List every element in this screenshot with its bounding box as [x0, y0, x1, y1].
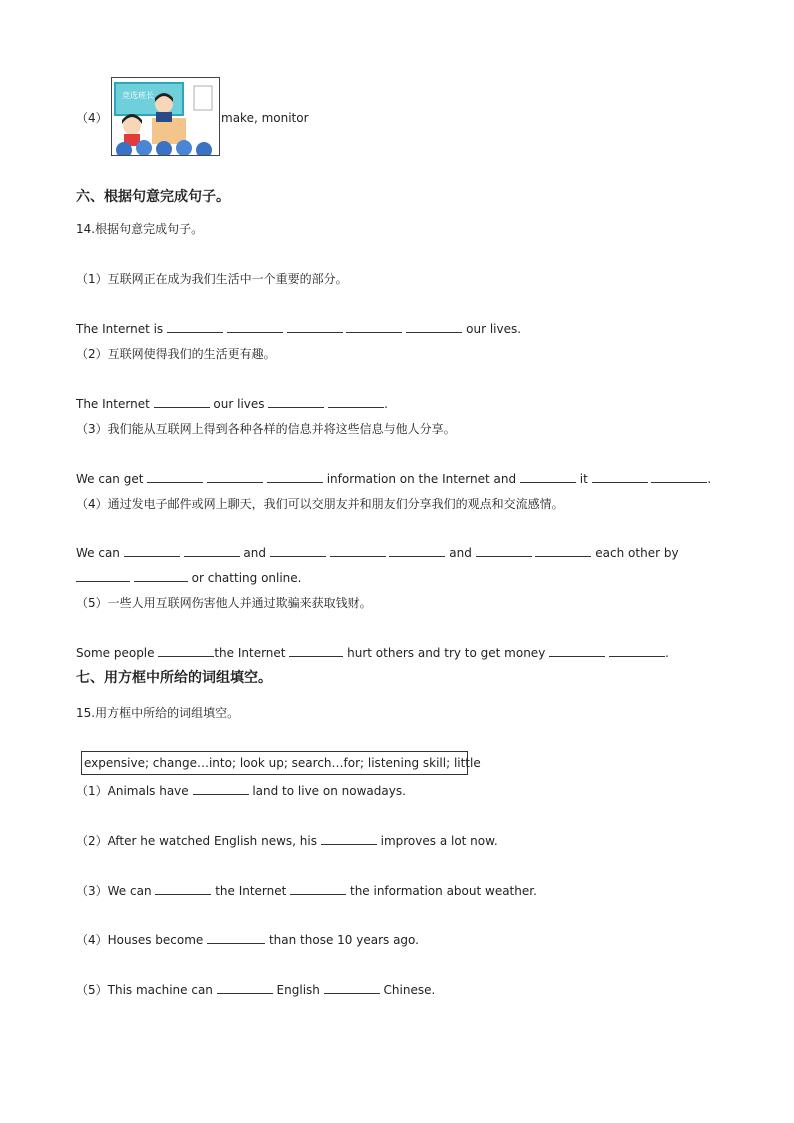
q14-item-1-en: The Internet is our lives.	[76, 322, 522, 336]
blank[interactable]	[217, 982, 273, 994]
blank[interactable]	[207, 932, 265, 944]
q14-item-4-en-line2: or chatting online.	[76, 570, 302, 586]
blank[interactable]	[592, 471, 648, 483]
blank[interactable]	[321, 833, 377, 845]
blank[interactable]	[330, 545, 386, 557]
q14-item-3-en: We can get information on the Internet and it .	[76, 472, 712, 486]
blank[interactable]	[227, 321, 283, 333]
q14-item-5-cn: （5）一些人用互联网伤害他人并通过欺骗来获取钱财。	[76, 596, 372, 610]
blank[interactable]	[520, 471, 576, 483]
election-picture	[111, 77, 220, 156]
q15-item-5: （5）This machine can English Chinese.	[76, 983, 436, 997]
blank[interactable]	[268, 396, 324, 408]
blank[interactable]	[549, 645, 605, 657]
blank[interactable]	[124, 545, 180, 557]
item-4-words: make, monitor	[221, 111, 309, 125]
blank[interactable]	[167, 321, 223, 333]
q14-item-4-en-line1: We can and and each other by	[76, 546, 679, 560]
blank[interactable]	[184, 545, 240, 557]
q15-item-1: （1）Animals have land to live on nowadays.	[76, 784, 406, 798]
blank[interactable]	[476, 545, 532, 557]
blank[interactable]	[535, 545, 591, 557]
section-7-title: 七、用方框中所给的词组填空。	[76, 670, 272, 686]
blank[interactable]	[328, 396, 384, 408]
election-illustration-icon	[112, 78, 219, 155]
blank[interactable]	[207, 471, 263, 483]
q15-item-4: （4）Houses become than those 10 years ago.	[76, 933, 419, 947]
q14-item-4-cn: （4）通过发电子邮件或网上聊天，我们可以交朋友并和朋友们分享我们的观点和交流感情。	[76, 497, 564, 511]
blank[interactable]	[406, 321, 462, 333]
blank[interactable]	[147, 471, 203, 483]
q14-item-2-en: The Internet our lives .	[76, 397, 388, 411]
blank[interactable]	[651, 471, 707, 483]
item-4-number: （4）	[76, 111, 108, 125]
blank[interactable]	[76, 570, 130, 582]
q15-item-2: （2）After he watched English news, his improves a lot now.	[76, 834, 498, 848]
board-text: 竞选班长	[122, 91, 154, 100]
blank[interactable]	[389, 545, 445, 557]
blank[interactable]	[158, 645, 214, 657]
blank[interactable]	[154, 396, 210, 408]
blank[interactable]	[609, 645, 665, 657]
q15-item-3: （3）We can the Internet the information about weather.	[76, 884, 537, 898]
blank[interactable]	[290, 883, 346, 895]
question-14: 14.根据句意完成句子。	[76, 222, 204, 236]
blank[interactable]	[346, 321, 402, 333]
blank[interactable]	[155, 883, 211, 895]
blank[interactable]	[134, 570, 188, 582]
blank[interactable]	[267, 471, 323, 483]
blank[interactable]	[324, 982, 380, 994]
blank[interactable]	[270, 545, 326, 557]
blank[interactable]	[289, 645, 343, 657]
question-15: 15.用方框中所给的词组填空。	[76, 706, 240, 720]
q14-item-5-en: Some people the Internet hurt others and try to get money .	[76, 646, 669, 660]
section-6-title: 六、根据句意完成句子。	[76, 189, 230, 205]
q14-item-3-cn: （3）我们能从互联网上得到各种各样的信息并将这些信息与他人分享。	[76, 422, 456, 436]
blank[interactable]	[193, 783, 249, 795]
blank[interactable]	[287, 321, 343, 333]
word-box: expensive; change…into; look up; search…for; listening skill; little	[81, 751, 468, 775]
q14-item-1-cn: （1）互联网正在成为我们生活中一个重要的部分。	[76, 272, 348, 286]
q14-item-2-cn: （2）互联网使得我们的生活更有趣。	[76, 347, 276, 361]
